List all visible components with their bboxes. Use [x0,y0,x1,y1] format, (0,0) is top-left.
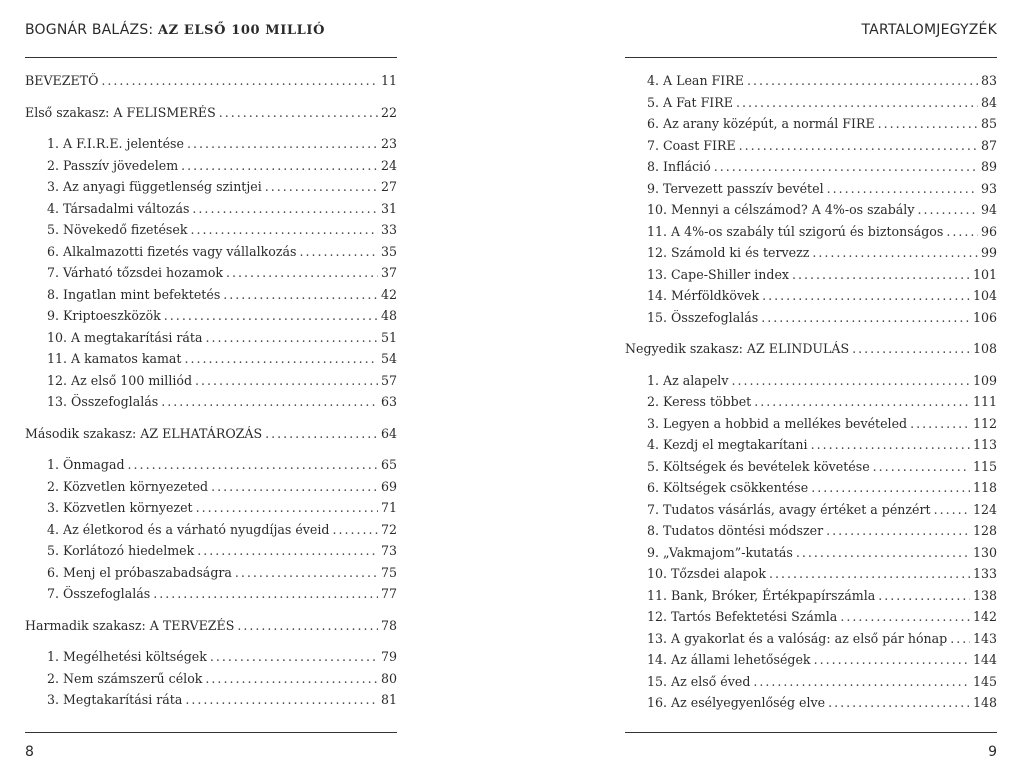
toc-dot-leader [197,543,378,558]
toc-dot-leader [237,618,378,633]
toc-entry-label: 6. Költségek csökkentése [647,480,809,495]
toc-entry-page: 42 [380,286,397,302]
toc-dot-leader [792,267,970,282]
left-page [25,0,397,772]
toc-dot-leader [761,310,970,325]
toc-chapter-entry [625,416,997,438]
running-head-left [25,22,397,44]
toc-dot-leader [827,181,978,196]
toc-dot-leader [190,222,378,237]
toc-chapter-entry [625,695,997,717]
toc-dot-leader [814,652,970,667]
toc-dot-leader [192,201,378,216]
toc-entry-label: 5. A Fat FIRE [647,94,733,110]
toc-chapter-entry [25,308,397,330]
toc-entry-page: 71 [380,500,397,515]
toc-entry-label: 2. Keress többet [647,394,752,409]
toc-entry-page: 145 [972,673,997,689]
toc-chapter-entry [625,373,997,395]
toc-dot-leader [812,245,978,260]
toc-entry-page: 112 [972,415,997,431]
toc-entry-label: 12. Számold ki és tervezz [647,245,810,260]
toc-entry-label: 7. Várható tőzsdei hozamok [47,265,224,280]
toc-entry-label: 3. Közvetlen környezet [47,500,193,515]
toc-entry-page: 79 [380,649,397,664]
toc-dot-leader [210,649,378,664]
toc-entry-label: 11. A kamatos kamat [47,351,182,366]
toc-chapter-entry [625,73,997,95]
toc-dot-leader [211,479,378,494]
toc-chapter-entry [25,692,397,714]
toc-dot-leader [299,244,378,259]
toc-chapter-entry [625,116,997,138]
toc-entry-label: 6. Az arany középút, a normál FIRE [647,116,875,131]
toc-chapter-entry [25,671,397,693]
toc-entry-label: Negyedik szakasz: AZ ELINDULÁS [625,341,850,356]
toc-dot-leader [187,136,378,151]
toc-entry-page: 57 [380,372,397,388]
toc-chapter-entry [625,310,997,332]
toc-entry-label: 16. Az esélyegyenlőség elve [647,695,826,710]
toc-entry-page: 83 [980,73,997,88]
toc-chapter-entry [25,179,397,201]
toc-dot-leader [873,459,970,474]
toc-chapter-entry [25,522,397,544]
toc-dot-leader [731,373,969,388]
toc-chapter-entry [625,159,997,181]
toc-entry-page: 130 [972,544,997,560]
toc-chapter-entry [25,158,397,180]
toc-entry-label: 11. A 4%-os szabály túl szigorú és biztonságos [647,223,944,239]
toc-entry-label: 2. Nem számszerű célok [47,670,203,686]
toc-dot-leader [796,545,970,560]
toc-list-right [625,73,997,717]
toc-entry-page: 11 [380,73,397,88]
toc-entry-label: 9. Tervezett passzív bevétel [647,180,824,196]
toc-entry-label: 3. Az anyagi függetlenség szintjei [47,179,262,194]
toc-dot-leader [101,73,378,88]
toc-entry-label: 4. Az életkorod és a várható nyugdíjas éveid [47,521,330,537]
toc-entry-label: BEVEZETŐ [25,73,99,88]
toc-chapter-entry [25,394,397,416]
toc-entry-page: 37 [380,265,397,280]
toc-chapter-entry [625,545,997,567]
toc-entry-label: 14. Az állami lehetőségek [647,652,811,667]
toc-entry-label: 10. Tőzsdei alapok [647,566,766,581]
toc-dot-leader [184,351,377,366]
toc-entry-label: 3. Legyen a hobbid a mellékes bevételed [647,415,908,431]
toc-entry-page: 35 [380,243,397,259]
toc-entry-label: 8. Infláció [647,159,711,174]
toc-entry-page: 124 [972,501,997,517]
toc-chapter-entry [625,245,997,267]
toc-chapter-entry [625,459,997,481]
toc-dot-leader [762,288,970,303]
toc-entry-label: 6. Alkalmazotti fizetés vagy vállalkozás [47,243,297,259]
toc-entry-label: Második szakasz: AZ ELHATÁROZÁS [25,425,263,441]
toc-entry-label: 1. Önmagad [47,457,125,472]
toc-entry-label: 13. A gyakorlat és a valóság: az első pár hónap [647,630,948,646]
toc-entry-label: Első szakasz: A FELISMERÉS [25,104,216,120]
toc-dot-leader [206,330,378,345]
toc-chapter-entry [625,224,997,246]
toc-entry-page: 54 [380,351,397,366]
toc-entry-label: 14. Mérföldkövek [647,288,760,303]
toc-chapter-entry [25,479,397,501]
right-page [625,0,997,772]
toc-entry-label: 4. A Lean FIRE [647,73,744,88]
toc-dot-leader [828,695,970,710]
toc-entry-label: 5. Költségek és bevételek követése [647,458,870,474]
toc-dot-leader [769,566,970,581]
toc-entry-page: 84 [980,94,997,110]
toc-chapter-entry [25,565,397,587]
toc-dot-leader [739,138,978,153]
toc-entry-page: 77 [380,586,397,601]
toc-entry-page: 81 [380,692,397,707]
toc-entry-page: 96 [980,223,997,239]
toc-chapter-entry [625,631,997,653]
toc-dot-leader [736,95,978,110]
toc-chapter-entry [25,136,397,158]
toc-entry-label: 7. Tudatos vásárlás, avagy értéket a pénzért [647,501,931,517]
toc-chapter-entry [625,267,997,289]
toc-dot-leader [185,692,378,707]
toc-dot-leader [332,522,378,537]
toc-section-entry [25,618,397,640]
toc-chapter-entry [625,437,997,459]
toc-dot-leader [878,588,970,603]
toc-chapter-entry [625,202,997,224]
toc-chapter-entry [625,523,997,545]
toc-entry-label: 12. Tartós Befektetési Számla [647,609,838,624]
toc-chapter-entry [625,95,997,117]
toc-entry-page: 75 [380,564,397,580]
toc-dot-leader [181,158,378,173]
toc-entry-page: 104 [972,288,997,303]
toc-entry-label: 8. Tudatos döntési módszer [647,523,824,538]
toc-chapter-entry [625,588,997,610]
toc-chapter-entry [25,351,397,373]
toc-dot-leader [265,426,378,441]
toc-chapter-entry [625,181,997,203]
toc-section-entry [25,426,397,448]
toc-entry-page: 73 [380,543,397,558]
toc-dot-leader [934,502,970,517]
toc-chapter-entry [625,394,997,416]
toc-dot-leader [852,341,970,356]
header-author: BOGNÁR BALÁZS: [25,22,154,38]
toc-entry-label: 10. A megtakarítási ráta [47,329,203,345]
toc-chapter-entry [25,330,397,352]
toc-entry-page: 138 [972,587,997,603]
toc-entry-label: 1. Az alapelv [647,372,729,388]
toc-chapter-entry [625,609,997,631]
toc-entry-label: 9. „Vakmajom”-kutatás [647,544,793,560]
toc-dot-leader [226,265,378,280]
toc-entry-page: 113 [972,437,997,452]
toc-chapter-entry [625,566,997,588]
toc-chapter-entry [25,201,397,223]
toc-entry-page: 64 [380,425,397,441]
toc-entry-label: 5. Korlátozó hiedelmek [47,543,195,558]
toc-entry-page: 23 [380,136,397,151]
toc-entry-page: 144 [972,652,997,667]
toc-entry-label: 1. Megélhetési költségek [47,649,207,664]
toc-entry-page: 27 [380,179,397,194]
toc-entry-page: 78 [380,617,397,633]
toc-chapter-entry [25,373,397,395]
toc-entry-label: 7. Összefoglalás [47,586,151,601]
toc-chapter-entry [625,652,997,674]
toc-dot-leader [910,416,970,431]
toc-dot-leader [811,480,970,495]
toc-chapter-entry [25,222,397,244]
toc-entry-page: 63 [380,394,397,409]
toc-section-entry [25,105,397,127]
toc-entry-page: 51 [380,329,397,345]
toc-dot-leader [946,224,978,239]
toc-entry-page: 65 [380,457,397,472]
toc-entry-page: 99 [980,245,997,260]
toc-dot-leader [826,523,970,538]
toc-dot-leader [219,105,378,120]
toc-entry-label: 3. Megtakarítási ráta [47,692,183,707]
toc-dot-leader [714,159,978,174]
footer-rule [625,732,997,733]
header-rule [625,57,997,58]
toc-entry-page: 89 [980,159,997,174]
toc-entry-page: 22 [380,104,397,120]
toc-dot-leader [161,394,378,409]
toc-chapter-entry [625,288,997,310]
toc-entry-page: 85 [980,116,997,131]
toc-entry-label: 6. Menj el próbaszabadságra [47,564,232,580]
header-book-title: AZ ELSŐ 100 MILLIÓ [158,23,326,38]
toc-entry-label: 1. A F.I.R.E. jelentése [47,136,184,151]
toc-dot-leader [196,500,378,515]
footer-rule [25,732,397,733]
toc-entry-label: 7. Coast FIRE [647,137,736,153]
toc-chapter-entry [625,480,997,502]
toc-dot-leader [128,457,378,472]
toc-chapter-entry [625,138,997,160]
header-section-title: TARTALOMJEGYZÉK [861,22,997,38]
toc-entry-label: 15. Összefoglalás [647,309,759,325]
toc-entry-page: 69 [380,478,397,494]
toc-entry-label: 4. Kezdj el megtakarítani [647,437,808,452]
toc-section-entry [25,73,397,95]
toc-dot-leader [878,116,978,131]
toc-entry-page: 128 [972,523,997,538]
toc-entry-label: 5. Növekedő fizetések [47,222,188,237]
toc-chapter-entry [25,244,397,266]
toc-entry-page: 111 [972,394,997,409]
toc-chapter-entry [625,674,997,696]
toc-entry-label: 2. Közvetlen környezeted [47,478,209,494]
toc-entry-label: 15. Az első éved [647,673,751,689]
toc-dot-leader [153,586,378,601]
toc-dot-leader [265,179,378,194]
toc-entry-page: 93 [980,180,997,196]
toc-chapter-entry [625,502,997,524]
page-number-left: 8 [25,744,34,760]
toc-chapter-entry [25,500,397,522]
toc-dot-leader [195,373,378,388]
toc-dot-leader [205,671,378,686]
toc-dot-leader [164,308,378,323]
header-rule [25,57,397,58]
toc-chapter-entry [25,287,397,309]
toc-entry-label: 8. Ingatlan mint befektetés [47,286,221,302]
toc-entry-page: 109 [972,372,997,388]
toc-entry-label: 13. Cape-Shiller index [647,266,789,282]
toc-entry-label: 9. Kriptoeszközök [47,308,161,323]
toc-entry-label: 10. Mennyi a célszámod? A 4%-os szabály [647,202,915,217]
toc-entry-page: 101 [972,266,997,282]
toc-entry-label: Harmadik szakasz: A TERVEZÉS [25,617,235,633]
toc-entry-page: 87 [980,137,997,153]
toc-entry-page: 33 [380,222,397,237]
toc-dot-leader [747,73,978,88]
toc-chapter-entry [25,649,397,671]
toc-dot-leader [917,202,978,217]
running-head-right [625,22,997,44]
toc-entry-page: 48 [380,308,397,323]
toc-entry-page: 24 [380,157,397,173]
toc-dot-leader [840,609,970,624]
toc-entry-page: 31 [380,200,397,216]
toc-entry-page: 133 [972,566,997,581]
toc-chapter-entry [25,457,397,479]
toc-entry-page: 106 [972,309,997,325]
toc-dot-leader [811,437,970,452]
toc-entry-page: 80 [380,670,397,686]
toc-entry-page: 143 [972,630,997,646]
toc-entry-page: 108 [972,341,997,356]
toc-entry-label: 12. Az első 100 milliód [47,372,193,388]
toc-list-left [25,73,397,714]
toc-chapter-entry [25,586,397,608]
toc-dot-leader [753,674,970,689]
toc-dot-leader [223,287,378,302]
toc-dot-leader [950,631,970,646]
toc-dot-leader [754,394,970,409]
toc-entry-page: 115 [972,458,997,474]
toc-entry-page: 142 [972,609,997,624]
toc-dot-leader [235,565,378,580]
toc-entry-label: 4. Társadalmi változás [47,200,190,216]
toc-chapter-entry [25,265,397,287]
toc-chapter-entry [25,543,397,565]
toc-entry-page: 72 [380,521,397,537]
toc-entry-page: 118 [972,480,997,495]
toc-entry-page: 94 [980,202,997,217]
toc-entry-page: 148 [972,695,997,710]
page-number-right: 9 [988,744,997,760]
toc-entry-label: 11. Bank, Bróker, Értékpapírszámla [647,587,876,603]
toc-section-entry [625,341,997,363]
toc-entry-label: 13. Összefoglalás [47,394,159,409]
toc-entry-label: 2. Passzív jövedelem [47,157,179,173]
